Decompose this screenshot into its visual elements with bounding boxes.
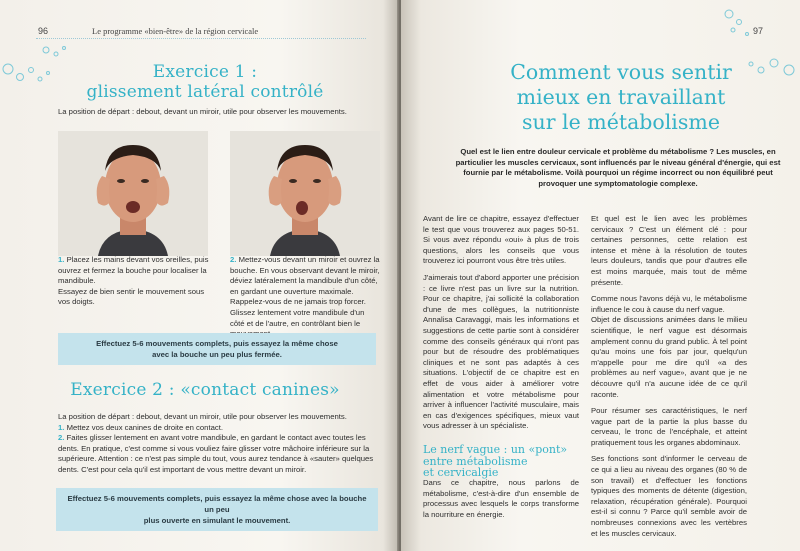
column-left [423, 214, 579, 438]
exercise-1-callout [58, 333, 376, 365]
page-number: 96 [38, 26, 49, 36]
column-left-continued [423, 478, 579, 520]
chapter-title-line1: Comment vous sentir [510, 60, 732, 84]
paragraph: Comme nous l'avons déjà vu, le métabolisme influence le cou à cause du nerf vague. [591, 294, 747, 314]
exercise-1-title [40, 62, 370, 102]
chapter-title-line2: mieux en travaillant [516, 85, 726, 109]
callout-line: plus ouverte en simulant le mouvement. [143, 516, 291, 525]
step-text: Mettez-vous devant un miroir et ouvrez la bouche. En vous observant devant le miroir, déviez latéralement la mandibule d'un côté, en gardant une ouverture maximale. Rappelez-vous de ne jamais trop forcer. Glissez lentement votre mandibule d'un côté et de l'autre, en contrôlant bien le [230, 255, 380, 328]
callout-line: avec la bouche un peu plus fermée. [152, 350, 282, 359]
exercise-2-step-1 [58, 423, 378, 434]
callout-line: Effectuez 5-6 mouvements complets, puis essayez la même chose avec la bouche un peu [67, 494, 367, 514]
step-number: 1. [58, 255, 65, 264]
callout-line: Effectuez 5-6 mouvements complets, puis essayez la même chose [96, 339, 338, 348]
chapter-title-line3: sur le métabolisme [522, 110, 720, 134]
section-heading [423, 444, 583, 479]
exercise-1-step-2 [230, 255, 380, 340]
exercise-photo-2 [230, 131, 380, 256]
exercise-photo-1 [58, 131, 208, 256]
exercise-1-start-position: La position de départ : debout, devant un miroir, utile pour observer les mouvements. [58, 107, 347, 116]
section-heading-line2: entre métabolisme [423, 454, 528, 468]
exercise-2-title: Exercice 2 : «contact canines» [70, 380, 340, 400]
chapter-title [461, 60, 781, 135]
exercise-2-callout [56, 488, 378, 531]
paragraph: J'aimerais tout d'abord apporter une précision : ce livre n'est pas un livre sur la nutrition. Pour ce chapitre, j'ai sollicité la collaboration d'une de mes collègues, la nutritionniste Annalisa Caravaggi, mais les informations et suggestions de cette partie sont à considérer comme des conseils généraux qui n'ont pas pour but de résoudre des problématiques cliniques et ne sont pas adaptés à ces situations. L'objectif de ce chapitre est en effet de vous aider à améliorer votre alimentation et votre métabolisme pour arriver à influencer l'activité musculaire, mais en cas d'exigences spécifiques, mieux vaut vous adresser à un spécialiste. [423, 272, 579, 431]
step-text: Placez les mains devant vos oreilles, puis ouvrez et fermez la bouche pour localiser la mandibule. [58, 255, 209, 286]
chapter-intro: Quel est le lien entre douleur cervicale et problème du métabolisme ? Les muscles, en particulier les muscles cervicaux, sont influencés par le niveau général d'énergie, qui est fournie par le métabolisme. Voilà pourquoi un régime incorrect ou non équilibré peut provoquer une symptomatologie complexe. [455, 147, 781, 189]
exercise-1-title-line2: glissement latéral contrôlé [86, 82, 324, 102]
left-page [0, 0, 399, 551]
paragraph: Dans ce chapitre, nous parlons de métabolisme, c'est-à-dire d'un ensemble de processus avec lesquels le corps transforme la nourriture en énergie. [423, 478, 579, 519]
exercise-2-body [58, 412, 378, 476]
paragraph: Et quel est le lien avec les problèmes cervicaux ? C'est un élément clé : pour certaines personnes, cette relation est intense et mène à la résolution de toutes leurs douleurs, tandis que pour d'autres elle est moins marquée, mais tout de même présente. [591, 214, 747, 287]
bubble-decoration-icon [721, 4, 766, 44]
running-head: Le programme «bien-être» de la région cervicale [92, 26, 259, 36]
paragraph: Pour résumer ses caractéristiques, le nerf vague part de la partie la plus basse du cerveau, le tronc de l'encéphale, et atteint pratiquement tous les organes abdominaux. [591, 406, 747, 447]
paragraph: Ses fonctions sont d'informer le cerveau de ce qui a lieu au niveau des organes (80 % de son travail) et d'effectuer les fonctions typiques des moments de détente (digestion, relaxation, récupération générale). Pourquoi est-il si connu ? Parce qu'il semble avoir de nombreuses connexions avec les vertèbres et les muscles cervicaux. [591, 454, 747, 538]
paragraph: Objet de discussions animées dans le milieu scientifique, le nerf vague est désormais amplement connu du grand public. À tel point qu'au moins une fois par jour, quelqu'un m'appelle pour me dire qu'il «a des problèmes au nerf vague», avant que je ne découvre qu'il n'a aucune idée de ce qu'il raconte. [591, 315, 747, 399]
right-page [401, 0, 800, 551]
step-text: Faites glisser lentement en avant votre mandibule, en gardant le contact avec toutes les dents. En pratique, c'est comme si vous vouliez faire glisser votre mâchoire inférieure sur la supérieure. Attention : ce n'est pas simple du tout, vous aurez tendance à «sauter» quelques dents. C'est pour cela qu'il est important de vous mettre devant un miroir. [58, 433, 374, 474]
column-right [591, 214, 747, 545]
exercise-1-step-1 [58, 255, 214, 308]
section-heading-line1: Le nerf vague : un «pont» [423, 443, 568, 456]
step-note: Essayez de bien sentir le mouvement sous vos doigts. [58, 286, 205, 307]
bubble-decoration-icon [40, 42, 80, 62]
page-number: 97 [753, 26, 764, 36]
step-number: 2. [230, 255, 237, 264]
section-heading-line3: et cervicalgie [423, 466, 499, 479]
step-number: 1. [58, 422, 65, 432]
exercise-1-title-line1: Exercice 1 : [152, 62, 258, 82]
exercise-2-step-2 [58, 433, 378, 475]
paragraph: Avant de lire ce chapitre, essayez d'effectuer le test que vous trouverez aux pages 50-51. Si vous avez répondu «oui» à plus de trois questions, alors les conseils que vous trouverez ici pourront vous être très utiles. [423, 214, 579, 266]
step-number: 2. [58, 433, 65, 443]
step-text: Mettez vos deux canines de droite en contact. [66, 422, 223, 432]
header-rule [36, 38, 366, 39]
exercise-2-start-position: La position de départ : debout, devant un miroir, utile pour observer les mouvements. [58, 412, 347, 421]
